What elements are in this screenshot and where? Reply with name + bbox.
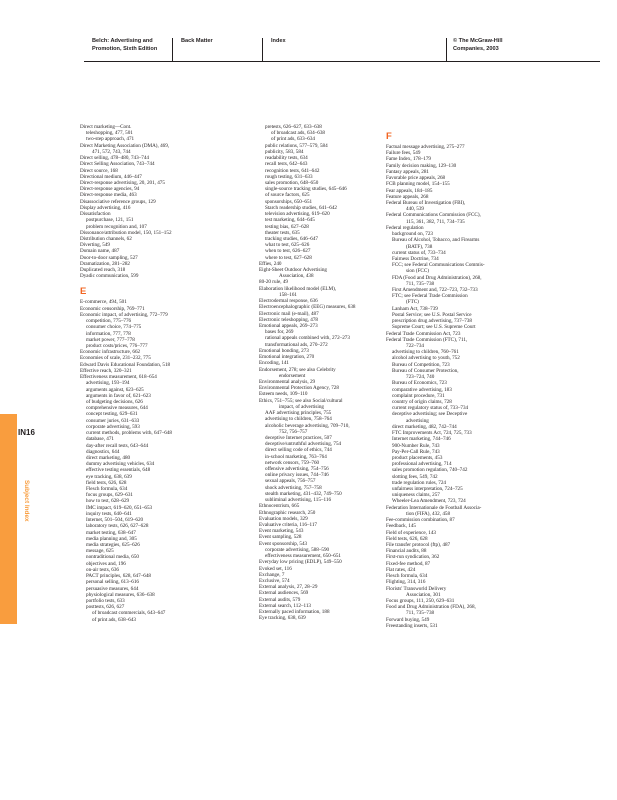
section-label: Subject Index [23, 480, 30, 522]
index-subentry: PACT principles, 628, 647–648 [86, 573, 151, 580]
index-subentry: Lanham Act, 738–739 [392, 305, 438, 312]
index-subentry: advertising to children, 758–764 [265, 416, 332, 423]
index-entry: Fantasy appeals, 281 [386, 168, 429, 175]
index-entry: Direct selling, 478–480, 743–744 [80, 155, 149, 162]
index-subentry: current regulatory status of, 733–734 [392, 405, 469, 412]
index-subentry: IMC impact, 619–620, 651–653 [86, 504, 153, 511]
index-subentry: concept testing, 629–631 [86, 411, 138, 418]
index-subentry: of source factors, 625 [265, 192, 310, 199]
index-subentry: inquiry tests, 640–641 [86, 510, 132, 517]
index-entry: Electroencephalographic (EEG) measures, 638 [259, 304, 356, 311]
index-subentry: Association, 301 [406, 591, 441, 598]
index-entry: Everyday low pricing (EDLP), 549–550 [259, 559, 342, 566]
index-subentry: direct selling code of ethics, 744 [265, 447, 332, 454]
index-subentry: Internet marketing, 744–746 [392, 436, 451, 443]
index-subentry: market testing, 638–647 [86, 529, 136, 536]
index-subentry: Postal Service; see U.S. Postal Service [392, 311, 472, 318]
index-subentry: nontraditional media, 650 [86, 554, 139, 561]
index-entry: External analysis, 27, 28–29 [259, 584, 318, 591]
index-subentry: sponsorships, 650–651 [265, 198, 313, 205]
index-entry: Fixed-fee method, 87 [386, 560, 431, 567]
index-entry: Federal Trade Commission Act, 723 [386, 330, 461, 337]
index-entry: Dramatization, 281–282 [80, 260, 130, 267]
index-entry: Environmental Protection Agency, 728 [259, 385, 339, 392]
index-entry: Ethnocentrism, 665 [259, 503, 300, 510]
index-entry: Field tests, 626, 628 [386, 535, 428, 542]
index-subentry: eye tracking, 638, 639 [86, 473, 132, 480]
index-subentry: arguments against, 623–625 [86, 386, 144, 393]
index-subentry: alcohol advertising to youth, 752 [392, 355, 460, 362]
index-subentry: effective testing essentials, 648 [86, 467, 151, 474]
index-subentry: shock advertising, 757–758 [265, 484, 322, 491]
index-subentry: transformational ads, 270–272 [265, 341, 328, 348]
index-entry: Event sampling, 528 [259, 534, 302, 541]
index-entry: Dyadic communication, 599 [80, 273, 139, 280]
index-subentry: postpurchase, 121, 151 [86, 217, 134, 224]
index-subentry: network censors, 759–760 [265, 459, 320, 466]
index-entry: Evaluation models, 329 [259, 515, 308, 522]
index-subentry: product placements, 453 [392, 454, 443, 461]
index-subentry: unfairness interpretation, 724–725 [392, 486, 463, 493]
index-subentry: 115, 361, 382, 711, 734–735 [406, 218, 465, 225]
header-copyright-line2: Companies, 2003 [453, 45, 499, 52]
index-entry: External audits, 579 [259, 596, 301, 603]
index-entry: Domain name, 487 [80, 248, 120, 255]
index-entry: Florists' Transworld Delivery [386, 585, 447, 592]
index-entry: Duplicated reach, 318 [80, 267, 126, 274]
index-subentry: message, 625 [86, 548, 114, 555]
index-entry: Eight-Sheet Outdoor Advertising [259, 267, 327, 274]
index-subentry: offensive advertising, 754–756 [265, 466, 329, 473]
index-subentry: uniqueness claims, 257 [392, 492, 440, 499]
index-entry: Effectiveness measurement, 618–654 [80, 374, 157, 381]
index-subentry: dummy advertising vehicles, 634 [86, 461, 155, 468]
index-entry: External audiences, 569 [259, 590, 309, 597]
header-section: Back Matter [181, 38, 213, 44]
index-subentry: of broadcast commercials, 643–647 [92, 610, 166, 617]
index-entry: Electrodermal response, 636 [259, 298, 318, 305]
index-subentry: market power, 777–778 [86, 336, 135, 343]
index-subentry: single-source tracking studies, 645–646 [265, 186, 347, 193]
index-subentry: 158–161 [279, 291, 297, 298]
index-entry: Forward buying, 549 [386, 616, 430, 623]
index-entry: Dissatisfaction [80, 211, 111, 218]
header-book-title [92, 38, 157, 53]
index-subentry: database, 471 [86, 436, 114, 443]
index-entry: Display advertising, 416 [80, 204, 131, 211]
index-subentry: arguments in favor of, 621–623 [86, 392, 151, 399]
index-subentry: AAF advertising principles, 755 [265, 410, 332, 417]
index-subentry: comprehensive measures, 644 [86, 405, 148, 412]
index-entry: Event sponsorship, 543 [259, 540, 308, 547]
index-entry: Flighting, 314, 316 [386, 579, 426, 586]
index-subentry: day-after recall tests, 643–644 [86, 442, 149, 449]
index-subentry: bases for, 269 [265, 329, 294, 336]
index-subentry: current methods, problems with, 647–648 [86, 430, 172, 437]
index-subentry: corporate advertising, 588–590 [265, 546, 330, 553]
index-subentry: 440, 539 [406, 206, 424, 213]
index-subentry: teleshopping, 477, 501 [86, 130, 133, 137]
index-subentry: consumer choice, 774–775 [86, 324, 142, 331]
index-subentry: focus groups, 629–631 [86, 492, 133, 499]
index-subentry: direct marketing, 482, 742–744 [392, 423, 457, 430]
index-column-3 [386, 124, 566, 629]
index-subentry: laboratory tests, 626, 627–628 [86, 523, 149, 530]
index-subentry: endorsement [279, 372, 306, 379]
index-entry: Emotional bonding, 273 [259, 347, 309, 354]
index-subentry: FDA (Food and Drug Administration), 268, [392, 274, 482, 281]
index-subentry: background on, 723 [392, 231, 433, 238]
index-entry: Favorable price appeals, 268 [386, 175, 446, 182]
index-entry: FCB planning model, 154–155 [386, 181, 450, 188]
index-subentry: persuasive measures, 644 [86, 585, 139, 592]
index-entry: Food and Drug Administration (FDA), 268, [386, 604, 476, 611]
index-entry: Family decision making, 129–130 [386, 162, 457, 169]
index-subentry: deceptive Internet practices, 507 [265, 434, 332, 441]
header-copyright-line1: © The McGraw-Hill [453, 38, 503, 44]
index-entry: Direct-response agencies, 94 [80, 186, 140, 193]
index-entry: Electronic mail (e-mail), 487 [259, 310, 319, 317]
index-subentry: physiological measures, 636–638 [86, 591, 155, 598]
index-subentry: posttests, 626, 627 [86, 604, 125, 611]
index-entry: Fear appeals, 184–185 [386, 187, 433, 194]
index-subentry: advertising [406, 417, 429, 424]
index-entry: Direct-response advertising, 20, 201, 475 [80, 179, 165, 186]
index-subentry: tion (FIFA), 432, 458 [406, 510, 451, 517]
header-divider [262, 38, 263, 61]
index-entry: Effies, 240 [259, 260, 282, 267]
index-subentry: 723–724, 740 [406, 374, 435, 381]
index-entry: Diverting, 549 [80, 242, 110, 249]
index-entry: Edward Davis Educational Foundation, 518 [80, 361, 171, 368]
header-chapter: Index [271, 38, 286, 44]
index-subentry: slotting fees, 549, 742 [392, 473, 438, 480]
index-subentry: Bureau of Alcohol, Tobacco, and Firearms [392, 237, 480, 244]
index-subentry: corporate advertising, 593 [86, 423, 140, 430]
index-subentry: information, 777, 778 [86, 330, 131, 337]
index-subentry: two-step approach, 471 [86, 136, 135, 143]
index-subentry: complaint procedure, 731 [392, 392, 445, 399]
index-subentry: Flesch formula, 634 [86, 486, 128, 493]
index-entry: Feature appeals, 268 [386, 193, 429, 200]
index-entry: Effective reach, 320–321 [80, 367, 132, 374]
index-subentry: theater tests, 635 [265, 229, 300, 236]
index-subentry: Wheeler-Lea Amendment, 723, 724 [392, 498, 466, 505]
index-subentry: advertising to children, 760–761 [392, 349, 459, 356]
index-subentry: First Amendment and, 722–723, 732–733 [392, 287, 478, 294]
index-subentry: recall tests, 642–643 [265, 161, 308, 168]
index-subentry: country of origin claims, 728 [392, 398, 452, 405]
index-subentry: sales promotion, 648–650 [265, 179, 319, 186]
index-subentry: effectiveness measurement, 650–651 [265, 553, 341, 560]
index-subentry: FCC; see Federal Communications Commis- [392, 262, 485, 269]
index-subentry: trade regulation rules, 724 [392, 479, 446, 486]
index-subentry: 471, 572, 743, 744 [92, 148, 131, 155]
index-entry: Direct Selling Association, 743–744 [80, 161, 155, 168]
index-entry: Dissonance/attribution model, 150, 151–152 [80, 229, 172, 236]
index-entry: Door-to-door sampling, 527 [80, 254, 138, 261]
index-subentry: Association, 438 [279, 273, 314, 280]
index-subentry: test marketing, 644–645 [265, 217, 315, 224]
index-entry: Emotional integration, 270 [259, 354, 315, 361]
index-entry: Esteem needs, 109–110 [259, 391, 308, 398]
index-subentry: prescription drug advertising, 737–738 [392, 318, 472, 325]
header-book-title-line2: Promotion, Sixth Edition [92, 45, 158, 52]
index-entry: Direct Marketing Association (DMA), 469, [80, 142, 170, 149]
index-entry: Disassociative reference groups, 129 [80, 198, 156, 205]
index-subentry: sales promotion regulation, 740–742 [392, 467, 468, 474]
index-subentry: online privacy issues, 744–746 [265, 472, 329, 479]
index-subentry: alcoholic beverage advertising, 709–710, [265, 422, 350, 429]
index-entry: External search, 112–113 [259, 602, 312, 609]
index-entry: Event marketing, 543 [259, 528, 304, 535]
index-subentry: sexual appeals, 756–757 [265, 478, 316, 485]
index-subentry: on-air tests, 636 [86, 566, 119, 573]
index-entry: File transfer protocol (ftp), 487 [386, 542, 451, 548]
index-entry: Direct marketing—Cont. [80, 124, 132, 130]
index-entry: Flesch formula, 634 [386, 573, 428, 580]
index-subentry: stealth marketing, 431–432, 749–750 [265, 490, 342, 497]
index-subentry: in-school marketing, 763–764 [265, 453, 327, 460]
index-subentry: Fairness Doctrine, 734 [392, 255, 439, 262]
index-subentry: FTC Improvements Act, 724, 725, 733 [392, 430, 472, 437]
index-entry: Failure fees, 549 [386, 150, 421, 157]
index-subentry: television advertising, 619–620 [265, 211, 330, 218]
index-entry: Evoked set, 116 [259, 565, 292, 572]
index-subentry: of broadcast ads, 634–638 [271, 130, 325, 137]
index-subentry: what to test, 625–626 [265, 242, 310, 249]
index-subentry: of budgeting decisions, 626 [86, 398, 143, 405]
index-subentry: rough testing, 631–633 [265, 173, 313, 180]
index-letter-heading: F [386, 131, 392, 142]
index-subentry: problem recognition and, 107 [86, 223, 147, 230]
index-entry: E-commerce, 494, 501 [80, 299, 127, 306]
index-entry: Federal Bureau of Investigation (FBI), [386, 199, 466, 206]
index-subentry: pretests, 626–627, 633–638 [265, 124, 322, 130]
index-subentry: when to test, 626–627 [265, 248, 311, 255]
index-subentry: rational appeals combined with, 272–273 [265, 335, 350, 342]
index-entry: Flat rates, 424 [386, 566, 416, 573]
index-subentry: readability tests, 634 [265, 155, 308, 162]
index-subentry: consumer juries, 631–633 [86, 417, 140, 424]
index-subentry: of print ads, 633–634 [271, 136, 315, 143]
index-subentry: Bureau of Consumer Protection, [392, 367, 459, 374]
index-entry: Economic impact, of advertising, 772–779 [80, 311, 168, 318]
index-entry: Distribution channels, 62 [80, 235, 132, 242]
index-subentry: competition, 775–776 [86, 318, 132, 325]
index-subentry: FTC; see Federal Trade Commission [392, 293, 468, 300]
index-entry: Federal Communications Commission (FCC), [386, 212, 481, 219]
index-entry: Eye tracking, 638, 639 [259, 615, 306, 622]
index-entry: Fame Index, 178–179 [386, 156, 431, 163]
index-subentry: (FTC) [406, 299, 419, 306]
index-entry: Factual message advertising, 275–277 [386, 144, 465, 150]
index-entry: Electronic teleshopping, 478 [259, 316, 318, 323]
index-subentry: public relations, 577–579, 584 [265, 142, 328, 149]
index-subentry: objectives and, 196 [86, 560, 126, 567]
index-entry: Economic infrastructure, 662 [80, 349, 141, 356]
index-subentry: recognition tests, 641–642 [265, 167, 320, 174]
index-letter-heading: E [80, 286, 87, 298]
index-subentry: 722–734 [406, 343, 424, 349]
index-entry: Freestanding inserts, 531 [386, 622, 438, 629]
index-entry: Evaluative criteria, 116–117 [259, 522, 317, 528]
index-entry: Economic censorship, 769–771 [80, 305, 145, 312]
index-entry: Ethics, 751–755; see also Social/cultural [259, 397, 343, 404]
index-subentry: testing bias, 627–628 [265, 223, 309, 230]
header-copyright [453, 38, 503, 53]
index-entry: First-run syndication, 362 [386, 554, 440, 561]
index-subentry: where to test, 627–628 [265, 254, 312, 261]
index-entry: Environmental analysis, 29 [259, 378, 316, 385]
index-subentry: personal selling, 613–616 [86, 579, 139, 586]
index-subentry: diagnostics, 644 [86, 448, 120, 455]
index-subentry: subliminal advertising, 115–116 [265, 497, 332, 504]
header-book-title-line1: Belch: Advertising and [92, 38, 153, 44]
index-subentry: (BATF), 738 [406, 243, 433, 250]
index-entry: Elaboration likelihood model (ELM), [259, 285, 337, 292]
index-entry: Federal Trade Commission (FTC), 711, [386, 336, 468, 343]
index-subentry: of print ads, 638–643 [92, 616, 136, 623]
index-column-1 [80, 124, 250, 623]
index-subentry: direct marketing, 480 [86, 454, 131, 461]
index-entry: Ethnographic research, 250 [259, 509, 316, 516]
index-entry: Emotional appeals, 269–273 [259, 323, 318, 329]
index-subentry: portfolio tests, 633 [86, 597, 125, 604]
index-entry: Direct-response media, 463 [80, 192, 137, 199]
index-subentry: 711, 735–738 [406, 280, 435, 287]
index-subentry: advertising, 193–194 [86, 380, 130, 387]
side-tab [0, 414, 17, 624]
index-subentry: tracking studies, 646–647 [265, 235, 318, 242]
index-subentry: current status of, 733–734 [392, 249, 446, 256]
header-rule [84, 61, 600, 62]
index-subentry: media planning and, 305 [86, 535, 137, 542]
index-subentry: Supreme Court; see U.S. Supreme Court [392, 324, 476, 331]
index-entry: Focus groups, 111, 250, 629–631 [386, 597, 455, 604]
index-subentry: Starch readership studies, 641–642 [265, 204, 337, 211]
index-subentry: deceptive/untruthful advertising, 754 [265, 441, 342, 448]
index-entry: Exclusive, 574 [259, 577, 290, 584]
index-subentry: Bureau of Competition, 723 [392, 361, 450, 368]
page-number: IN16 [18, 428, 35, 437]
index-entry: Direct source, 168 [80, 167, 118, 174]
index-entry: 80-20 rule, 49 [259, 279, 288, 286]
index-entry: Exchange, 7 [259, 571, 285, 578]
index-entry: Economies of scale, 231–232, 775 [80, 355, 151, 362]
index-entry: Federal regulation [386, 224, 424, 231]
index-entry: Financial audits, 88 [386, 548, 427, 555]
header-divider [172, 38, 173, 61]
index-subentry: sion (FCC) [406, 268, 429, 275]
index-subentry: impact, of advertising [279, 403, 324, 410]
index-subentry: product costs/prices, 776–777 [86, 343, 148, 349]
index-subentry: comparative advertising, 183 [392, 386, 452, 393]
index-entry: Field of experience, 143 [386, 529, 436, 536]
index-subentry: how to test, 628–629 [86, 498, 130, 505]
index-subentry: field tests, 626, 628 [86, 479, 127, 486]
index-subentry: media strategies, 625–626 [86, 542, 140, 548]
index-entry: Endorsement, 278; see also Celebrity [259, 366, 336, 373]
index-entry: Encoding, 141 [259, 360, 289, 367]
index-subentry: deceptive advertising; see Deceptive [392, 411, 468, 418]
index-entry: Feedback, 145 [386, 523, 416, 530]
index-subentry: professional advertising, 714 [392, 461, 452, 468]
index-entry: Directional medium, 446–447 [80, 173, 142, 180]
index-subentry: 752, 756–757 [279, 428, 308, 435]
index-entry: Fee-commission combination, 87 [386, 517, 455, 524]
index-subentry: Internet, 501–504, 619–620 [86, 517, 144, 524]
index-subentry: Pay-Per-Call Rule, 743 [392, 448, 440, 455]
index-subentry: publicity, 583, 584 [265, 148, 304, 155]
index-subentry: 900-Number Rule, 743 [392, 442, 440, 449]
header-divider [446, 38, 447, 61]
index-entry: Federation Internationale de Football Associa- [386, 504, 482, 511]
index-subentry: 711, 735–738 [406, 610, 435, 617]
index-entry: Externally paced information, 188 [259, 609, 330, 616]
index-subentry: Bureau of Economics, 723 [392, 380, 447, 387]
